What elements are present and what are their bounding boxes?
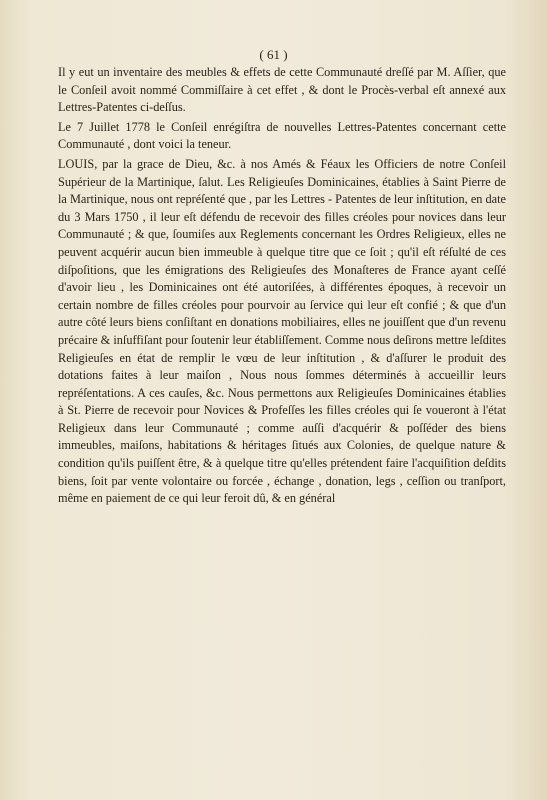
paragraph-inventory: Il y eut un inventaire des meubles & effets de cette Communauté dreſſé par M. Aſſier, que le Conſeil avoit nommé Commiſſaire à cet effet , & dont le Procès-verbal eſt annexé aux Lettres-Patentes ci-deſſus. [58,65,506,115]
page-body-text [58,64,506,510]
page-number: ( 61 ) [259,47,288,62]
paragraph-registration: Le 7 Juillet 1778 le Conſeil enrégiſtra de nouvelles Lettres-Patentes concernant cette Communauté , dont voici la teneur. [58,119,506,152]
paragraph-letters-patent: LOUIS, par la grace de Dieu, &c. à nos Amés & Féaux les Officiers de notre Conſeil Supérieur de la Martinique, ſalut. Les Religieuſes Dominicaines, établies à Saint Pierre de la Martinique, nous ont repréſenté que , par les Lettres - Patentes de leur inſtitution, en date du 3 Mars 1750 , il leur eſt défendu de recevoir des filles créoles pour novices dans leur Communauté ; & que, ſoumiſes aux Reglements concernant les Ordres Religieux, elles ne peuvent acquérir aucun bien immeuble à quelque titre que ce ſoit ; qu'il eſt réſulté de ces diſpoſitions, que les émigrations des Religieuſes des Monaſteres de France ayant ceſſé d'avoir lieu , les Dominicaines ont été autoriſées, à différentes époques, à recevoir un certain nombre de filles créoles pour pourvoir au ſervice qui leur eſt confié ; & que d'un autre côté leurs biens conſiſtant en donations mobiliaires, elles ne jouiſſent que d'un revenu précaire & inſuffiſant pour ſoutenir leur établiſſement. Comme nous deſirons mettre leſdites Religieuſes en état de remplir le vœu de leur inſtitution , & d'aſſurer le produit des dotations faites à leur maiſon , Nous nous ſommes déterminés à accueillir leurs repréſentations. A ces cauſes, &c. Nous permettons aux Religieuſes Dominicaines établies à St. Pierre de recevoir pour Novices & Profeſſes les filles créoles qui ſe voueront à l'état Religieux dans leur Communauté ; comme auſſi d'acquérir & poſſéder des biens immeubles, maiſons, habitations & héritages ſitués aux Colonies, de quelque nature & condition qu'ils puiſſent être, & à quelque titre qu'elles prétendent faire l'acquiſition deſdits biens, ſoit par vente volontaire ou forcée , échange , donation, legs , ceſſion ou tranſport, même en paiement de ce qui leur feroit dû, & en général [58,156,506,506]
